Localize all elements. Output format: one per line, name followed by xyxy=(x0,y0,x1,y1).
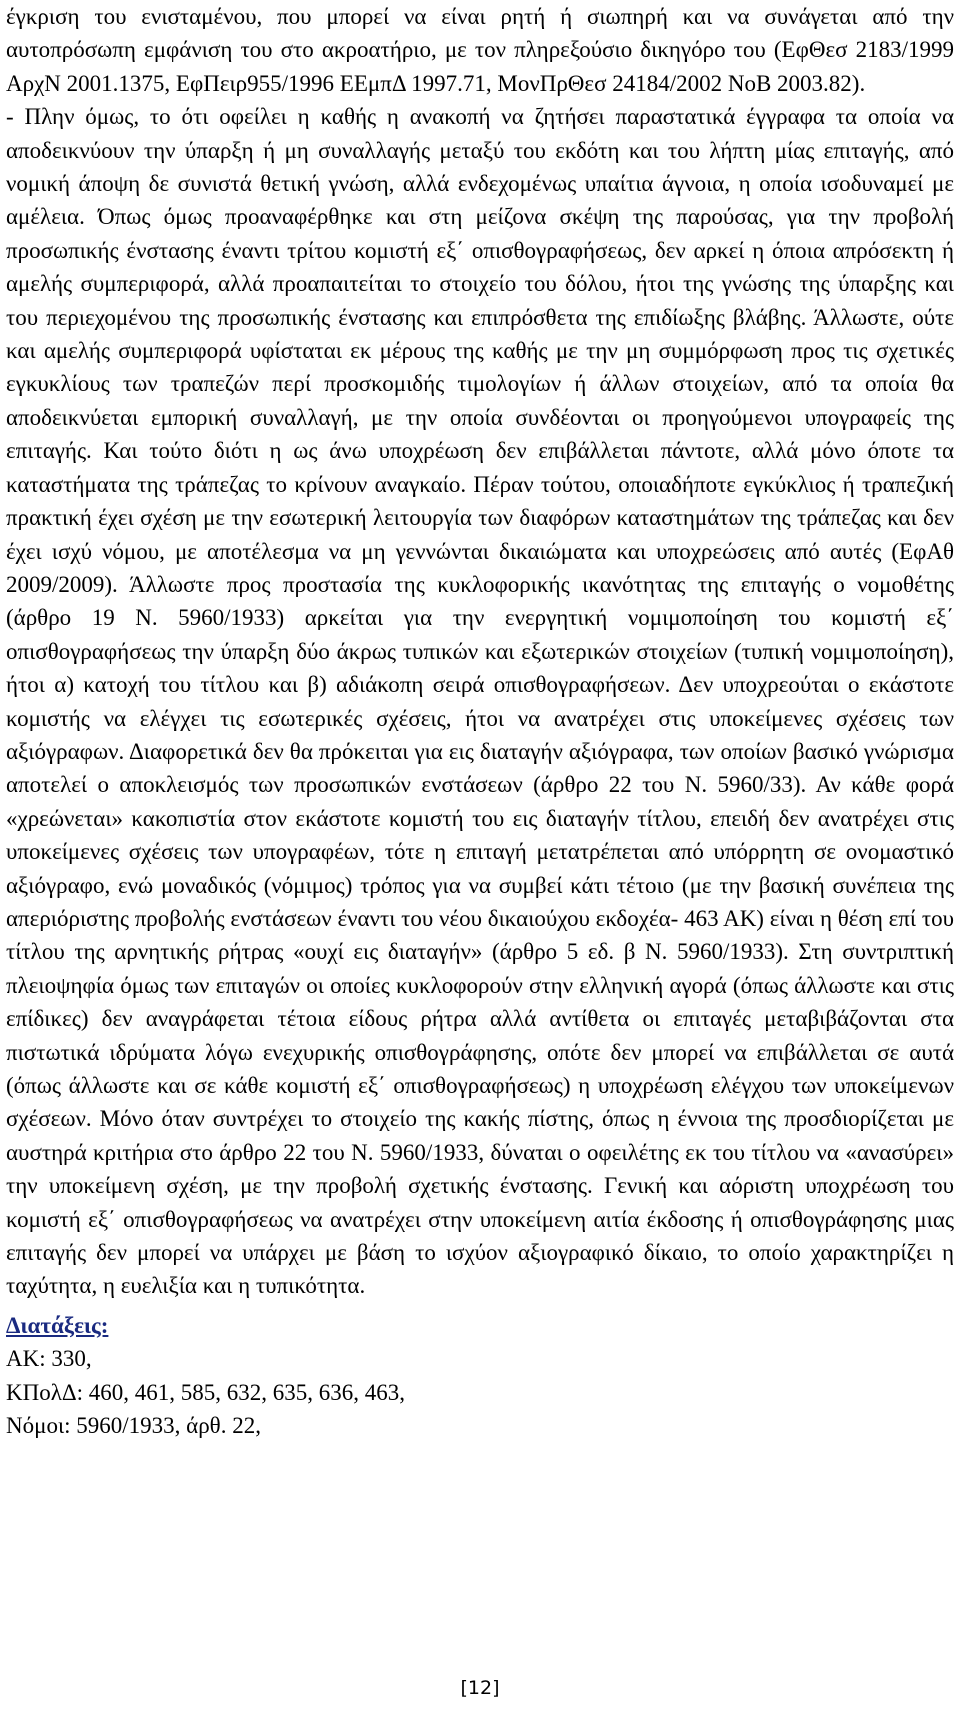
provision-line-kpold: ΚΠολΔ: 460, 461, 585, 632, 635, 636, 463, xyxy=(6,1379,406,1405)
document-page xyxy=(6,0,954,1442)
provision-line-laws: Νόμοι: 5960/1933, άρθ. 22, xyxy=(6,1413,261,1439)
paragraph-main-part1: - Πλην όμως, το ότι οφείλει η καθής η ανακοπή να ζητήσει παραστατικά έγγραφα τα οποία να αποδεικνύουν την ύπαρξη ή μη συναλλαγής μεταξύ του εκδότη και του λήπτη μίας επιταγής, από νομική άποψη δε συνιστά θετική γνώση, αλλά ενδεχομένως υπαίτια άγνοια, η οποία ισοδυναμεί με αμέλεια. xyxy=(6,104,954,230)
provision-line-ak: ΑΚ: 330, xyxy=(6,1346,92,1372)
paragraph-intro: έγκριση του ενισταμένου, που μπορεί να είναι ρητή ή σιωπηρή και να συνάγεται από την αυτοπρόσωπη εμφάνιση του στο ακροατήριο, με τον πληρεξούσιο δικηγόρο του (ΕφΘεσ 2183/1999 ΑρχΝ 2001.1375, ΕφΠειρ955/1996 ΕΕμπΔ 1997.71, ΜονΠρΘεσ 24184/2002 ΝοΒ 2003.82). xyxy=(6,4,954,96)
provisions-heading: Διατάξεις: xyxy=(6,1312,109,1338)
page-number: [12] xyxy=(460,1677,500,1699)
paragraph-main-part2: Όπως όμως προαναφέρθηκε και στη μείζονα σκέψη της παρούσας, για την προβολή προσωπικής ένστασης έναντι τρίτου κομιστή εξ΄ οπισθογραφήσεως, δεν αρκεί η όποια απρόσεκτη ή αμελής συμπεριφορά, αλλά προαπαιτείται το στοιχείο του δόλου, ήτοι της γνώσης της ύπαρξης και του περιεχομένου της προσωπικής ένστασης και επιπρόσθετα της επιδίωξης βλάβης. Άλλωστε, ούτε και αμελής συμπεριφορά υφίσταται εκ μέρους της καθής με την μη συμμόρφωση προς τις σχετικές εγκυκλίους των τραπεζών περί προσκομιδής τιμολογίων ή άλλων στοιχείων, από τα οποία θα αποδεικνύεται εμπορική συναλλαγή, με την οποία συνδέονται οι προηγούμενοι υπογραφείς της επιταγής. Και τούτο διότι η ως άνω υποχρέωση δεν επιβάλλεται πάντοτε, αλλά μόνο όποτε τα καταστήματα της τράπεζας το κρίνουν αναγκαίο. Πέραν τούτου, οποιαδήποτε εγκύκλιος ή τραπεζική πρακτική έχει σχέση με την εσωτερική λειτουργία των διαφόρων καταστημάτων της τράπεζας και δεν έχει ισχύ νόμου, με αποτέλεσμα να μη γεννώνται δικαιώματα και υποχρεώσεις από αυτές (ΕφΑθ 2009/2009). Άλλωστε προς προστασία της κυκλοφορικής ικανότητας της επιταγής ο νομοθέτης (άρθρο 19 Ν. 5960/1933) αρκείται για την ενεργητική νομιμοποίηση του κομιστή εξ΄ οπισθογραφήσεως την ύπαρξη δύο άκρως τυπικών και εξωτερικών στοιχείων (τυπική νομιμοποίηση), ήτοι α) κατοχή του τίτλου και β) αδιάκοπη σειρά οπισθογραφήσεων. Δεν υποχρεούται ο εκάστοτε κομιστής να ελέγχει τις εσωτερικές σχέσεις, ήτοι να ανατρέχει στις υποκείμενες σχέσεις των αξιόγραφων. Διαφορετικά δεν θα πρόκειται για εις διαταγήν αξιόγραφα, των οποίων βασικό γνώρισμα αποτελεί ο αποκλεισμός των προσωπικών ενστάσεων (άρθρο 22 του Ν. 5960/33). Αν κάθε φορά «χρεώνεται» κακοπιστία στον εκάστοτε κομιστή του εις διαταγήν τίτλου, επειδή δεν ανατρέχει στις υποκείμενες σχέσεις των υπογραφέων, τότε η επιταγή μετατρέπεται από υπόρρητη σε ονομαστικό αξιόγραφο, ενώ μοναδικός (νόμιμος) τρόπος για να συμβεί κάτι τέτοιο (με την βασική συνέπεια της απεριόριστης προβολής ενστάσεων έναντι του νέου δικαιούχου εκδοχέα- 463 ΑΚ) είναι η θέση επί του τίτλου της αρνητικής ρήτρας «ουχί εις διαταγήν» (άρθρο 5 εδ. β Ν. 5960/1933). Στη συντριπτική πλειοψηφία όμως των επιταγών οι οποίες κυκλοφορούν στην ελληνική αγορά (όπως άλλωστε και στις επίδικες) δεν αναγράφεται τέτοια είδους ρήτρα αλλά αντίθετα οι επιταγές μεταβιβάζονται στα πιστωτικά ιδρύματα λόγω ενεχυρικής οπισθογράφησης, οπότε δεν μπορεί να επιβάλλεται σε αυτά (όπως άλλωστε και σε κάθε κομιστή εξ΄ οπισθογραφήσεως) η υποχρέωση ελέγχου των υποκείμενων σχέσεων. Μόνο όταν συντρέχει το στοιχείο της κακής πίστης, όπως η έννοια της προσδιορίζεται με αυστηρά κριτήρια στο άρθρο 22 του Ν. 5960/1933, δύναται ο οφειλέτης εκ του τίτλου να «ανασύρει» την υποκείμενη σχέση, με την προβολή σχετικής ένστασης. Γενική και αόριστη υποχρέωση του κομιστή εξ΄ οπισθογραφήσεως να ανατρέχει στην υποκείμενη αιτία έκδοσης ή οπισθογράφησης μιας επιταγής δεν μπορεί να υπάρχει με βάση το ισχύον αξιογραφικό δίκαιο, το οποίο χαρακτηρίζει η ταχύτητα, η ευελιξία και η τυπικότητα. xyxy=(6,204,954,1299)
paragraph-main xyxy=(6,100,954,1303)
